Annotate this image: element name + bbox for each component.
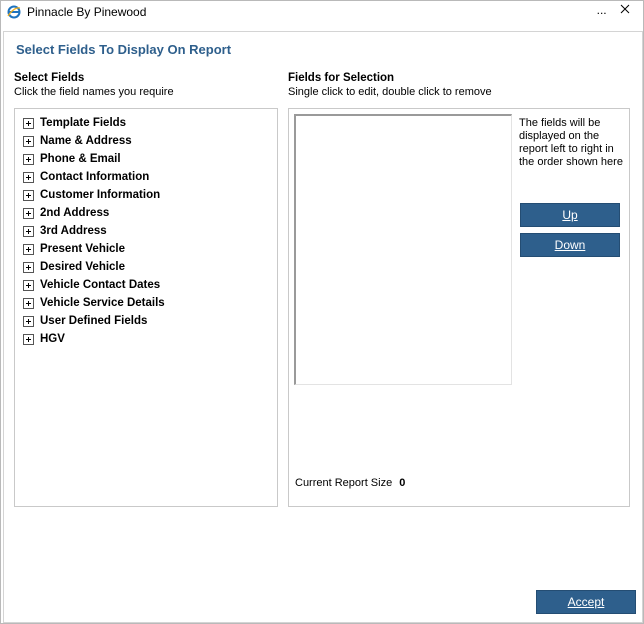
expand-icon[interactable]	[23, 280, 34, 291]
tree-item-vehicle-service-details[interactable]	[23, 295, 165, 311]
tree-item-label: 3rd Address	[40, 225, 107, 237]
report-size-value: 0	[399, 477, 406, 489]
tree-item-label: Name & Address	[40, 135, 132, 147]
select-fields-subtitle: Click the field names you require	[14, 86, 174, 98]
select-fields-title: Select Fields	[14, 72, 85, 84]
tree-item-2nd-address[interactable]	[23, 205, 109, 221]
expand-icon[interactable]	[23, 136, 34, 147]
tree-item-label: 2nd Address	[40, 207, 110, 219]
more-options-button[interactable]: ...	[596, 3, 607, 17]
report-size-row	[295, 477, 405, 489]
tree-item-label: Desired Vehicle	[40, 261, 126, 273]
page-title: Select Fields To Display On Report	[16, 42, 232, 57]
tree-item-label: HGV	[40, 333, 65, 345]
expand-icon[interactable]	[23, 298, 34, 309]
tree-item-desired-vehicle[interactable]	[23, 259, 125, 275]
window-controls	[592, 3, 635, 17]
tree-item-label: Template Fields	[40, 117, 127, 129]
tree-item-hgv[interactable]	[23, 331, 65, 347]
tree-item-vehicle-contact-dates[interactable]	[23, 277, 160, 293]
expand-icon[interactable]	[23, 172, 34, 183]
fields-for-selection-panel	[288, 108, 630, 507]
expand-icon[interactable]	[23, 244, 34, 255]
close-button[interactable]	[615, 3, 635, 17]
selected-fields-list[interactable]	[294, 114, 512, 385]
tree-item-label: Customer Information	[40, 189, 161, 201]
up-button[interactable]: Up	[520, 203, 620, 227]
tree-item-customer-information[interactable]	[23, 187, 160, 203]
window-title: Pinnacle By Pinewood	[27, 5, 147, 19]
tree-item-present-vehicle[interactable]	[23, 241, 125, 257]
tree-item-label: Phone & Email	[40, 153, 121, 165]
fields-for-selection-title: Fields for Selection	[288, 72, 395, 84]
order-note: The fields will be displayed on the report left to right in the order shown here	[519, 117, 623, 168]
app-logo-icon	[7, 5, 21, 19]
tree-item-label: Contact Information	[40, 171, 150, 183]
accept-button[interactable]: Accept	[536, 590, 636, 614]
expand-icon[interactable]	[23, 334, 34, 345]
tree-item-contact-information[interactable]	[23, 169, 149, 185]
tree-item-label: Vehicle Contact Dates	[40, 279, 161, 291]
expand-icon[interactable]	[23, 226, 34, 237]
tree-item-label: Vehicle Service Details	[40, 297, 165, 309]
tree-item-user-defined-fields[interactable]	[23, 313, 147, 329]
tree-item-3rd-address[interactable]	[23, 223, 107, 239]
expand-icon[interactable]	[23, 262, 34, 273]
title-bar	[1, 1, 643, 25]
report-size-label: Current Report Size	[295, 477, 393, 489]
down-button[interactable]: Down	[520, 233, 620, 257]
expand-icon[interactable]	[23, 316, 34, 327]
expand-icon[interactable]	[23, 154, 34, 165]
tree-item-template-fields[interactable]	[23, 115, 126, 131]
tree-item-phone-email[interactable]	[23, 151, 121, 167]
tree-item-label: Present Vehicle	[40, 243, 126, 255]
fields-for-selection-subtitle: Single click to edit, double click to remove	[288, 86, 492, 98]
select-fields-tree	[14, 108, 278, 507]
expand-icon[interactable]	[23, 208, 34, 219]
tree-item-name-address[interactable]	[23, 133, 132, 149]
dialog-content	[3, 31, 643, 623]
expand-icon[interactable]	[23, 118, 34, 129]
close-icon	[620, 4, 630, 14]
expand-icon[interactable]	[23, 190, 34, 201]
tree-item-label: User Defined Fields	[40, 315, 148, 327]
